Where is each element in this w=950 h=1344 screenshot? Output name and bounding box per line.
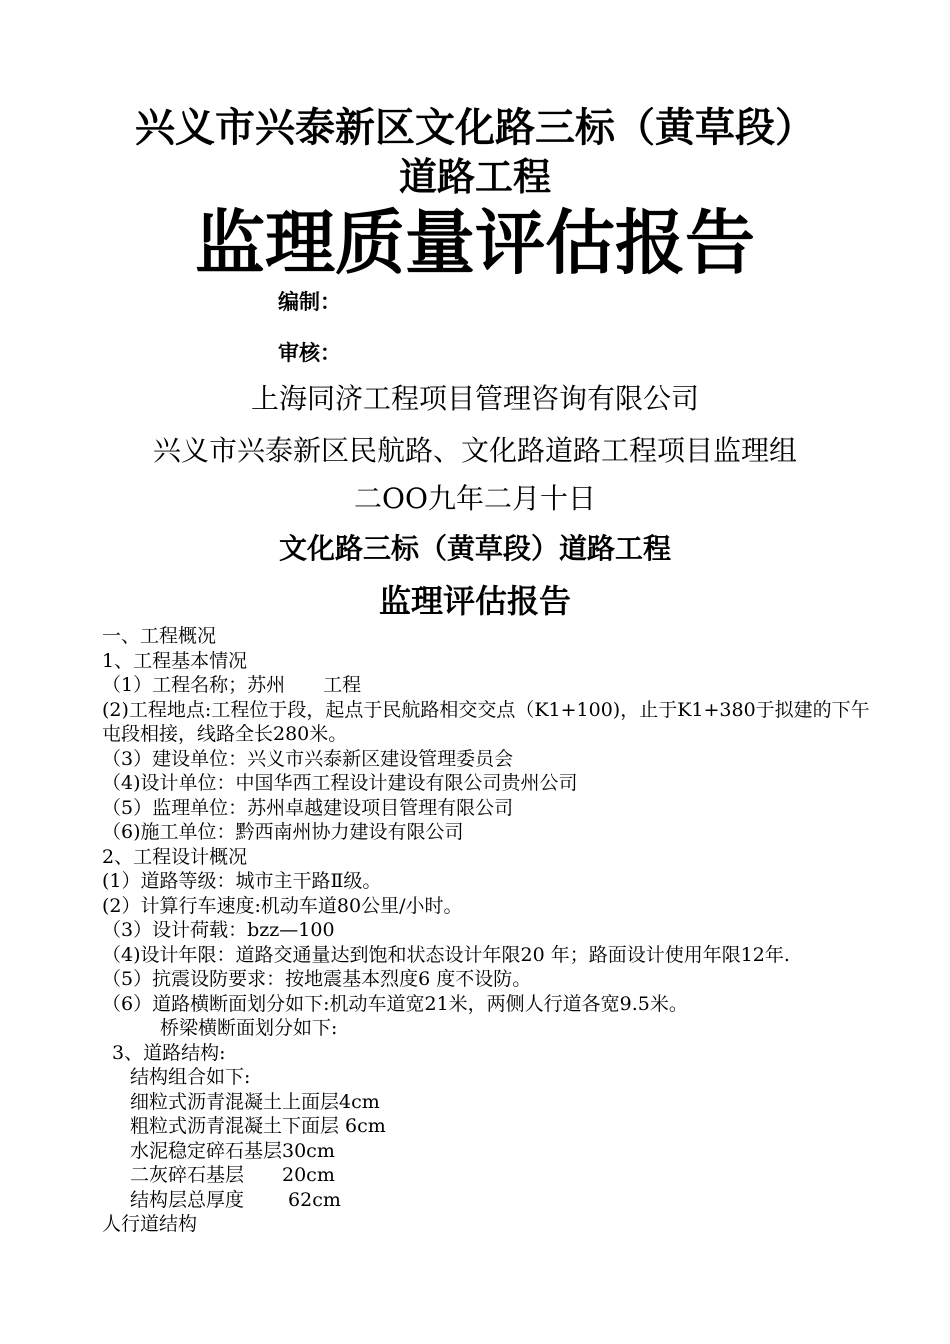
structure-layer: 二灰碎石基层 20cm (130, 1164, 335, 1186)
report-title: 监理评估报告 (378, 582, 571, 620)
subsection-heading: 1、工程基本情况 (102, 649, 248, 672)
report-date: 二OO九年二月十日 (354, 482, 596, 515)
supervisor-item: （5）监理单位：苏州卓越建设项目管理有限公司 (102, 796, 514, 819)
design-item: （4)设计年限：道路交通量达到饱和状态设计年限20 年；路面设计使用年限12年. (102, 943, 790, 966)
company-name: 上海同济工程项目管理咨询有限公司 (250, 382, 699, 415)
project-location-item: (2)工程地点:工程位于段，起点于民航路相交交点（K1+100)，止于K1+380于拟建的下午屯段相接，线路全长280米。 (102, 698, 870, 745)
builder-item: （3）建设单位：兴义市兴泰新区建设管理委员会 (102, 747, 514, 770)
design-item: (2）计算行车速度:机动车道80公里/小时。 (102, 894, 463, 917)
design-item: (1）道路等级：城市主干路Ⅱ级。 (102, 870, 382, 892)
cover-title-line2: 道路工程 (398, 155, 551, 199)
compiled-by-label: 编制： (278, 290, 341, 314)
project-name-item: （1）工程名称；苏州 工程 (102, 674, 362, 696)
design-item: 桥梁横断面划分如下: (160, 1017, 338, 1039)
reviewed-by-label: 审核： (278, 341, 341, 365)
report-subtitle: 文化路三标（黄草段）道路工程 (278, 532, 671, 565)
structure-intro: 结构组合如下: (130, 1066, 251, 1088)
structure-layer: 细粒式沥青混凝土上面层4cm (130, 1090, 380, 1113)
cover-title-line1: 兴义市兴泰新区文化路三标（黄草段） (135, 105, 815, 151)
design-item: （6）道路横断面划分如下:机动车道宽21米，两侧人行道各宽9.5米。 (102, 992, 688, 1015)
structure-total: 结构层总厚度 62cm (130, 1188, 341, 1211)
design-item: （5）抗震设防要求：按地震基本烈度6 度不设防。 (102, 968, 532, 990)
subsection-heading: 3、道路结构: (112, 1041, 226, 1064)
cover-main-title: 监理质量评估报告 (195, 202, 755, 284)
structure-layer: 粗粒式沥青混凝土下面层 6cm (130, 1115, 386, 1137)
project-group-name: 兴义市兴泰新区民航路、文化路道路工程项目监理组 (152, 434, 797, 467)
contractor-item: （6)施工单位：黔西南州协力建设有限公司 (102, 821, 464, 843)
report-body (102, 624, 882, 1237)
design-item: （3）设计荷载：bzz—100 (102, 919, 335, 941)
subsection-heading: 2、工程设计概况 (102, 845, 248, 868)
sidewalk-heading: 人行道结构 (102, 1213, 198, 1235)
designer-item: （4)设计单位：中国华西工程设计建设有限公司贵州公司 (102, 772, 578, 794)
structure-layer: 水泥稳定碎石基层30cm (130, 1139, 335, 1162)
section-heading: 一、工程概况 (102, 625, 217, 647)
